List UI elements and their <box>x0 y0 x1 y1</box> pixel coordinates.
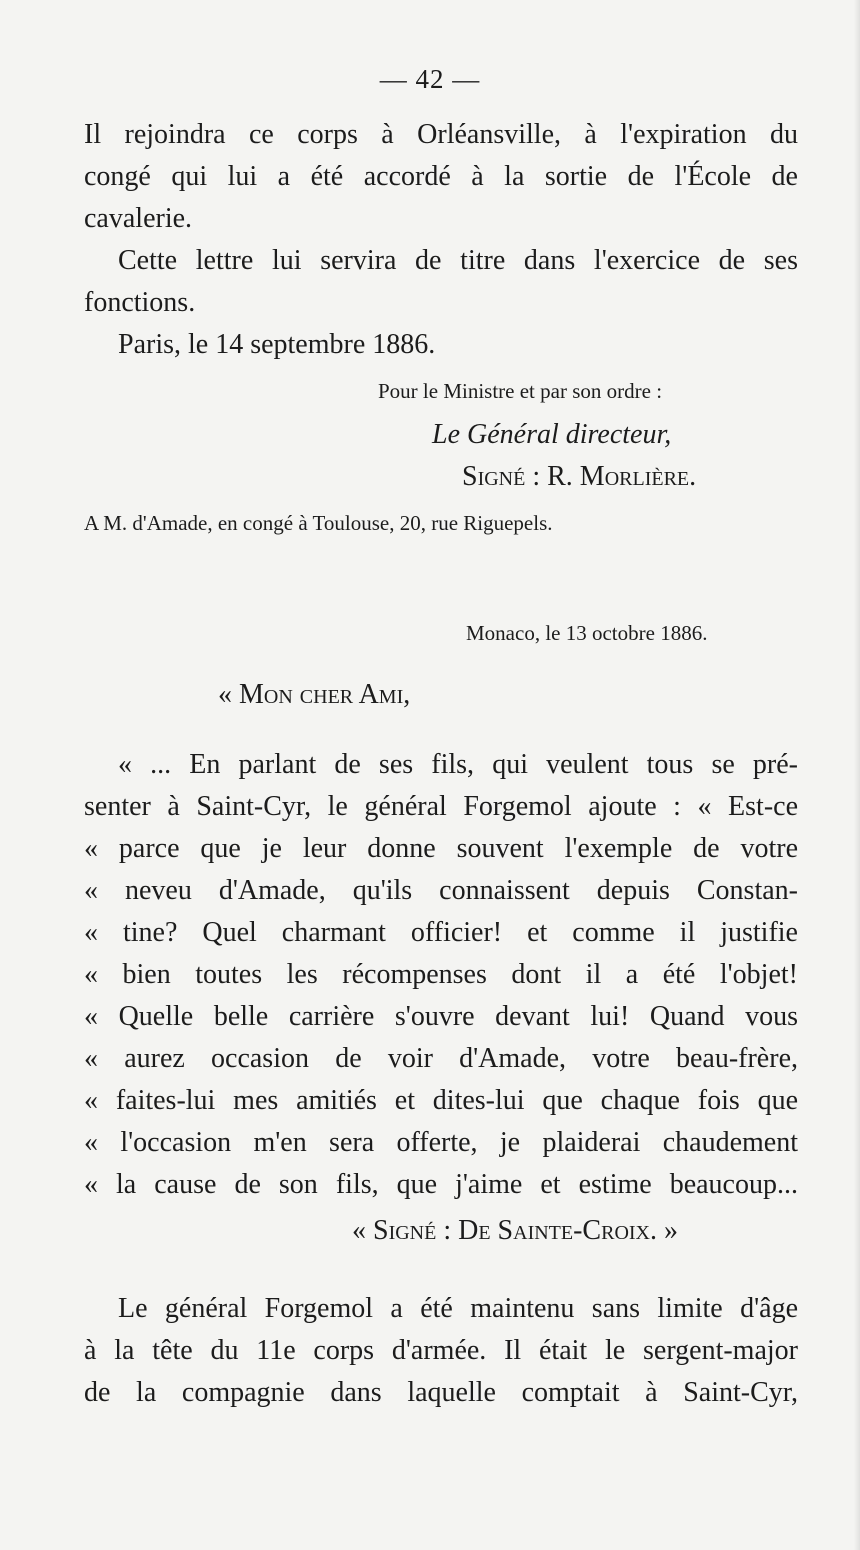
quote-line: « parce que je leur donne souvent l'exemple de votre <box>84 833 798 864</box>
date-line: Paris, le 14 septembre 1886. <box>118 329 436 360</box>
paragraph-line: de la compagnie dans laquelle comptait à Saint-Cyr, <box>84 1377 798 1408</box>
quote-line: « neveu d'Amade, qu'ils connaissent depuis Constan- <box>84 875 798 906</box>
signature-signed: Signé : R. Morlière. <box>462 461 697 492</box>
signature-for: Pour le Ministre et par son ordre : <box>378 379 663 403</box>
text-line: Il rejoindra ce corps à Orléansville, à l'expiration du <box>84 119 798 150</box>
text-line: fonctions. <box>84 287 196 318</box>
quote-line: « la cause de son fils, que j'aime et estime beaucoup... <box>84 1169 798 1200</box>
addressee: A M. d'Amade, en congé à Toulouse, 20, rue Riguepels. <box>84 511 553 535</box>
paragraph-line: Le général Forgemol a été maintenu sans limite d'âge <box>118 1293 798 1324</box>
signature-title: Le Général directeur, <box>432 419 672 450</box>
page-edge-shadow <box>854 0 860 1550</box>
page-number: — 42 — <box>379 64 481 94</box>
text-line: cavalerie. <box>84 203 193 234</box>
quote-line: « tine? Quel charmant officier! et comme il justifie <box>84 917 798 948</box>
quote-line: senter à Saint-Cyr, le général Forgemol ajoute : « Est-ce <box>84 791 798 822</box>
letter-signature: « Signé : De Sainte-Croix. » <box>352 1215 678 1246</box>
place-date: Monaco, le 13 octobre 1886. <box>466 621 708 645</box>
quote-line: « bien toutes les récompenses dont il a été l'objet! <box>84 959 798 990</box>
paragraph-line: à la tête du 11e corps d'armée. Il était le sergent-major <box>84 1335 798 1366</box>
quote-line: « faites-lui mes amitiés et dites-lui que chaque fois que <box>84 1085 798 1116</box>
quote-line: « Quelle belle carrière s'ouvre devant lui! Quand vous <box>84 1001 798 1032</box>
salutation: « Mon cher Ami, <box>218 679 411 710</box>
quote-line: « aurez occasion de voir d'Amade, votre beau-frère, <box>84 1043 798 1074</box>
quote-line: « ... En parlant de ses fils, qui veulent tous se pré- <box>118 749 798 780</box>
text-line: congé qui lui a été accordé à la sortie de l'École de <box>84 161 798 192</box>
quote-line: « l'occasion m'en sera offerte, je plaiderai chaudement <box>84 1127 798 1158</box>
text-line: Cette lettre lui servira de titre dans l'exercice de ses <box>118 245 798 276</box>
